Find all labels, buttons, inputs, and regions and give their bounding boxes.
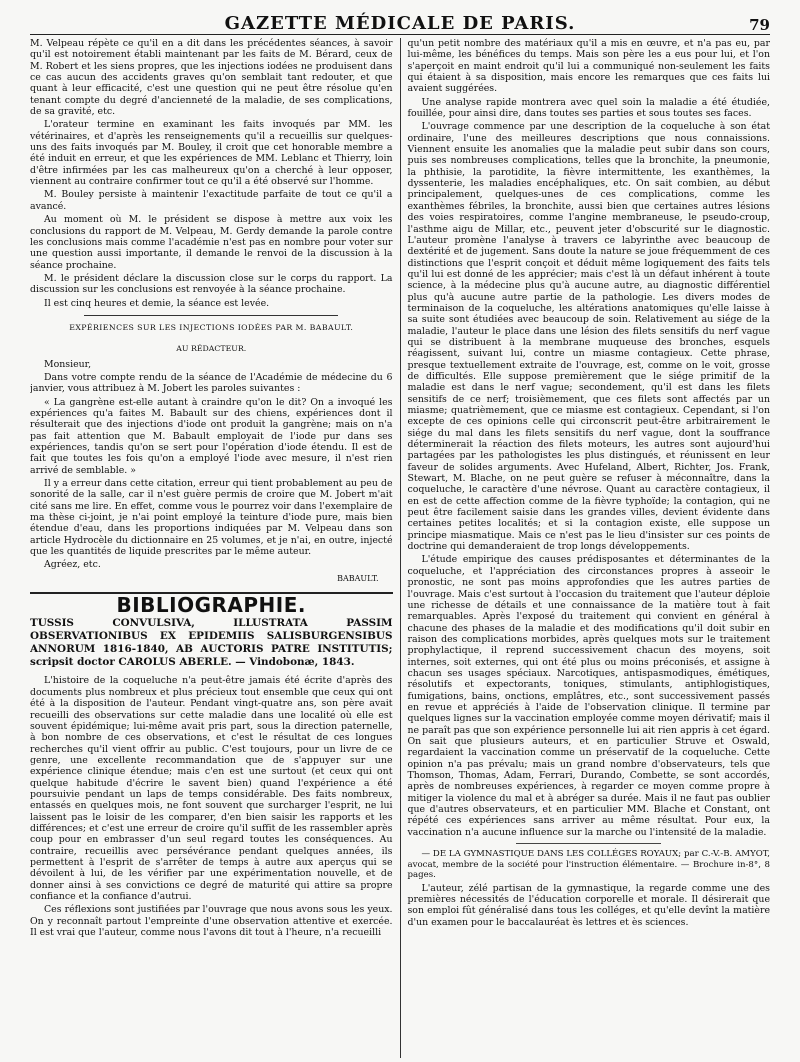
paragraph: Une analyse rapide montrera avec quel soin la maladie a été étudiée, fouillée, pour ainsi dire, dans toutes ses parties et sous toutes ses faces. (407, 96, 770, 120)
notice-title: — DE LA GYMNASTIQUE DANS LES COLLÉGES ROYAUX; par C.-V.-B. AMYOT, avocat, membre de la société pour l'instruction élémentaire. — Brochure in-8°, 8 pages. (407, 849, 770, 881)
paragraph: L'auteur, zélé partisan de la gymnastique, la regarde comme une des premières nécessités de l'éducation corporelle et morale. Il désirerait que son emploi fût généralisé dans tous les colléges, et qu'elle devînt la matière d'un examen pour le baccalauréat ès lettres et ès sciences. (407, 882, 770, 928)
paragraph: L'ouvrage commence par une description de la coqueluche à son état ordinaire, l'une des meilleures descriptions que nous connaissions. Viennent ensuite les anomalies que la maladie peut subir dans son cours, puis ses nombreuses complications, telles que la bronchite, la pneumonie, la phthisie, la parotidite, la fièvre intermittente, les exanthèmes, la dyssenterie, les maladies encéphaliques, etc. On sait combien, au début principalement, quelques-unes de ces complications, comme les exanthèmes fébriles, la bronchite, aussi bien que certaines autres lésions des voies respiratoires, comme l'angine membraneuse, le pseudo-croup, l'asthme aigu de Millar, etc., peuvent jeter d'obscurité sur le diagnostic. L'auteur promène l'analyse à travers ce labyrinthe avec beaucoup de dextérité et de jugement. Sans doute la nature se joue fréquemment de ces distinctions que l'esprit conçoit et déduit même logiquement des faits tels qu'il lui est donné de les apprécier; mais c'est là un défaut inhérent à toute science, à la médecine plus qu'à aucune autre, au diagnostic différentiel plus qu'à aucune autre partie de la pathologie. Les divers modes de terminaison de la coqueluche, les altérations anatomiques qu'elle laisse à sa suite sont étudiées avec beaucoup de soin. Relativement au siége de la maladie, l'auteur le place dans une lésion des filets sensitifs du nerf vague qui se distribuent à la membrane muqueuse des bronches, esquels réagissent, suivant lui, contre un miasme contagieux. Cette phrase, presque textuellement extraite de l'ouvrage, est, comme on le voit, grosse de difficultés. Elle suppose premièrement que le siége primitif de la maladie est dans le nerf vague; secondement, qu'il est dans les filets sensitifs de ce nerf; troisièmement, que ces filets sont affectés par un miasme; quatrièmement, que ce miasme est contagieux. Cependant, si l'on excepte de ces opinions celle qui circonscrit peut-être arbitrairement le siége du mal dans les filets sensitifs du nerf vague, dont la souffrance déterminerait la réaction des filets moteurs, les autres sont aujourd'hui partagées par les pathologistes les plus distingués, et réunissent en leur faveur de solides arguments. Avec Hufeland, Albert, Richter, Jos. Frank, Stewart, M. Blache, on ne peut guère se refuser à méconnaître, dans la coqueluche, le caractère d'une névrose. Quant au caractère contagieux, il en est de cette affection comme de la fièvre typhoïde; la contagion, qui ne peut être facilement saisie dans les grandes villes, devient évidente dans certaines petites localités; et si la contagion existe, elle suppose un principe miasmatique. Mais ce n'est pas le lieu d'insister sur ces points de doctrine qui demanderaient de trop longs développements. (407, 121, 770, 553)
paragraph: L'étude empirique des causes prédisposantes et déterminantes de la coqueluche, et l'appréciation des circonstances propres à asseoir le pronostic, ne sont pas moins approfondies que les autres parties de l'ouvrage. Mais c'est surtout à l'occasion du traitement que l'auteur déploie une richesse de détails et une connaissance de la matière tout à fait remarquables. Après l'exposé du traitement qui convient en général à chacune des phases de la maladie et des modifications qu'il doit subir en raison des complications morbides, après quelques mots sur le traitement prophylactique, il reprend successivement chacun des moyens, soit internes, soit externes, qui ont été plus ou moins préconisés, et assigne à chacun ses usages spéciaux. Narcotiques, antispasmodiques, émétiques, résolutifs et expectorants, toniques, stimulants, antiphlogistiques, fumigations, bains, onctions, emplâtres, etc., sont successivement passés en revue et appréciés à l'aide de l'observation clinique. Il termine par quelques lignes sur la vaccination employée comme moyen dérivatif; mais il ne paraît pas que son expérience personnelle lui ait rien appris à cet égard. On sait que plusieurs auteurs, et en particulier Struve et Oswald, regardaient la vaccination comme un préservatif de la coqueluche. Cette opinion n'a pas prévalu; mais un grand nombre d'observateurs, tels que Thomson, Thomas, Adam, Ferrari, Durando, Combette, se sont accordés, après de nombreuses expériences, à regarder ce moyen comme propre à mitiger la violence du mal et à abréger sa durée. Mais il ne faut pas oublier que d'autres observateurs, et en particulier MM. Blache et Constant, ont répété ces expériences sans arriver au même résultat. Pour eux, la vaccination n'a aucune influence sur la marche ou l'intensité de la maladie. (407, 554, 770, 838)
page-number: 79 (749, 16, 770, 34)
paragraph: Il est cinq heures et demie, la séance est levée. (44, 297, 270, 309)
closing: Agréez, etc. (44, 559, 101, 571)
paragraph: L'orateur termine en examinant les faits invoqués par MM. les vétérinaires, et d'après les renseignements qu'il a recueillis sur quelques-uns des faits invoqués par M. Bouley, il croit que cet honorable membre a été induit en erreur, et que les expériences de MM. Leblanc et Thierry, loin d'être infirmées par les cas malheureux qu'on a cherché à leur opposer, viennent au contraire confirmer tout ce qu'il a été observé sur l'homme. (30, 119, 393, 188)
paragraph: qu'un petit nombre des matériaux qu'il a mis en œuvre, et n'a pas eu, par lui-même, les bénéfices du temps. Mais son père les a eus pour lui, et l'on s'aperçoit en maint endroit qu'il lui a communiqué non-seulement les faits qui étaient à sa disposition, mais encore les remarques que ces faits lui avaient suggérées. (407, 38, 770, 95)
signature: BABAULT. (337, 573, 379, 583)
bibliography-heading: BIBLIOGRAPHIE. (30, 592, 393, 611)
letter-addressee: AU RÉDACTEUR. (176, 344, 247, 354)
paragraph: Ces réflexions sont justifiées par l'ouvrage que nous avons sous les yeux. On y reconnaît partout l'empreinte d'une observation attentive et exercée. Il est vrai que l'auteur, comme nous l'avons dit tout à l'heure, n'a recueilli (30, 904, 393, 939)
section-divider (516, 843, 661, 844)
paragraph: M. le président déclare la discussion close sur le corps du rapport. La discussion sur les conclusions est renvoyée à la séance prochaine. (30, 272, 393, 296)
page-header (30, 6, 770, 35)
letter-title: EXPÉRIENCES SUR LES INJECTIONS IODÉES PAR M. BABAULT. (69, 322, 354, 332)
paragraph: Dans votre compte rendu de la séance de l'Académie de médecine du 6 janvier, vous attribuez à M. Jobert les paroles suivantes : (30, 371, 393, 395)
left-column (30, 38, 400, 1058)
right-column (401, 38, 771, 1058)
paragraph: Il y a erreur dans cette citation, erreur qui tient probablement au peu de sonorité de la salle, car il n'est guère permis de croire que M. Jobert m'ait cité sans me lire. En effet, comme vous le pourrez voir dans l'exemplaire de ma thèse ci-joint, je n'ai point employé la teinture d'iode pure, mais bien étendue d'eau, dans les proportions indiquées par M. Velpeau dans son article Hydrocèle du dictionnaire en 25 volumes, et je n'ai, en outre, injecté que les quantités de liquide prescrites par le même auteur. (30, 478, 393, 558)
section-divider (84, 315, 338, 316)
paragraph: M. Velpeau répète ce qu'il en a dit dans les précédentes séances, à savoir qu'il est notoirement établi maintenant par les faits de M. Bérard, ceux de M. Robert et les siens propres, que les injections iodées ne produisent dans ce cas aucun des accidents graves qu'on semblait tant redouter, et que quant à leur efficacité, c'est une question qui ne peut être résolue qu'en tenant compte du degré d'ancienneté de la maladie, de ses complications, de sa gravité, etc. (30, 38, 393, 118)
salutation: Monsieur, (44, 358, 92, 370)
paragraph: L'histoire de la coqueluche n'a peut-être jamais été écrite d'après des documents plus nombreux et plus précieux tout ensemble que ceux qui ont été à la disposition de l'auteur. Pendant vingt-quatre ans, son père avait recueilli des observations sur cette maladie dans une localité où elle est souvent épidémique; lui-même avait pris part, sous la direction paternelle, à bon nombre de ces observations, et c'est le résultat de ces longues recherches qu'il vient offrir au public. C'est toujours, pour un livre de ce genre, une excellente recommandation que de s'appuyer sur une expérience clinique étendue; mais c'en est une surtout (et ceux qui ont quelque habitude d'écrire le savent bien) quand l'expérience a été poursuivie pendant un laps de temps considérable. Des faits nombreux, entassés en quelques mois, ne font souvent que surcharger l'esprit, ne lui laissent pas le loisir de les comparer, d'en bien saisir les rapports et les différences; et c'est une erreur de croire qu'il suffit de les rassembler après coup pour en embrasser d'un seul regard toutes les conséquences. Au contraire, recueillis avec persévérance pendant quelques années, ils permettent à l'esprit de s'arrêter de temps à autre aux aperçus qui se dévoilent à lui, de les vérifier par une expérimentation nouvelle, et de donner ainsi à ses convictions ce degré de maturité qui attire sa propre confiance et la confiance d'autrui. (30, 675, 393, 902)
journal-title: GAZETTE MÉDICALE DE PARIS. (224, 13, 576, 34)
quoted-paragraph: « La gangrène est-elle autant à craindre qu'on le dit? On a invoqué les expériences qu'a faites M. Babault sur des chiens, expériences dont il résulterait que des injections d'iode ont produit la gangrène; mais on n'a pas fait attention que M. Babault employait de l'iode pur dans ses expériences, tandis qu'on se sert pour l'opération d'iode étendu. Il est de fait que toutes les fois qu'on a employé l'iode avec mesure, il n'est rien arrivé de semblable. » (30, 396, 393, 476)
two-column-body (30, 38, 770, 1058)
paragraph: M. Bouley persiste à maintenir l'exactitude parfaite de tout ce qu'il a avancé. (30, 189, 393, 212)
book-title: TUSSIS CONVULSIVA, ILLUSTRATA PASSIM OBSERVATIONIBUS EX EPIDEMIIS SALISBURGENSIBUS ANNORUM 1816-1840, AB AUCTORIS PATRE INSTITUTIS; scripsit doctor CAROLUS ABERLE. — Vindobonæ, 1843. (30, 617, 393, 669)
paragraph: Au moment où M. le président se dispose à mettre aux voix les conclusions du rapport de M. Velpeau, M. Gerdy demande la parole contre les conclusions mais comme l'académie n'est pas en nombre pour voter sur une question aussi importante, il demande le renvoi de la discussion à la séance prochaine. (30, 214, 393, 271)
